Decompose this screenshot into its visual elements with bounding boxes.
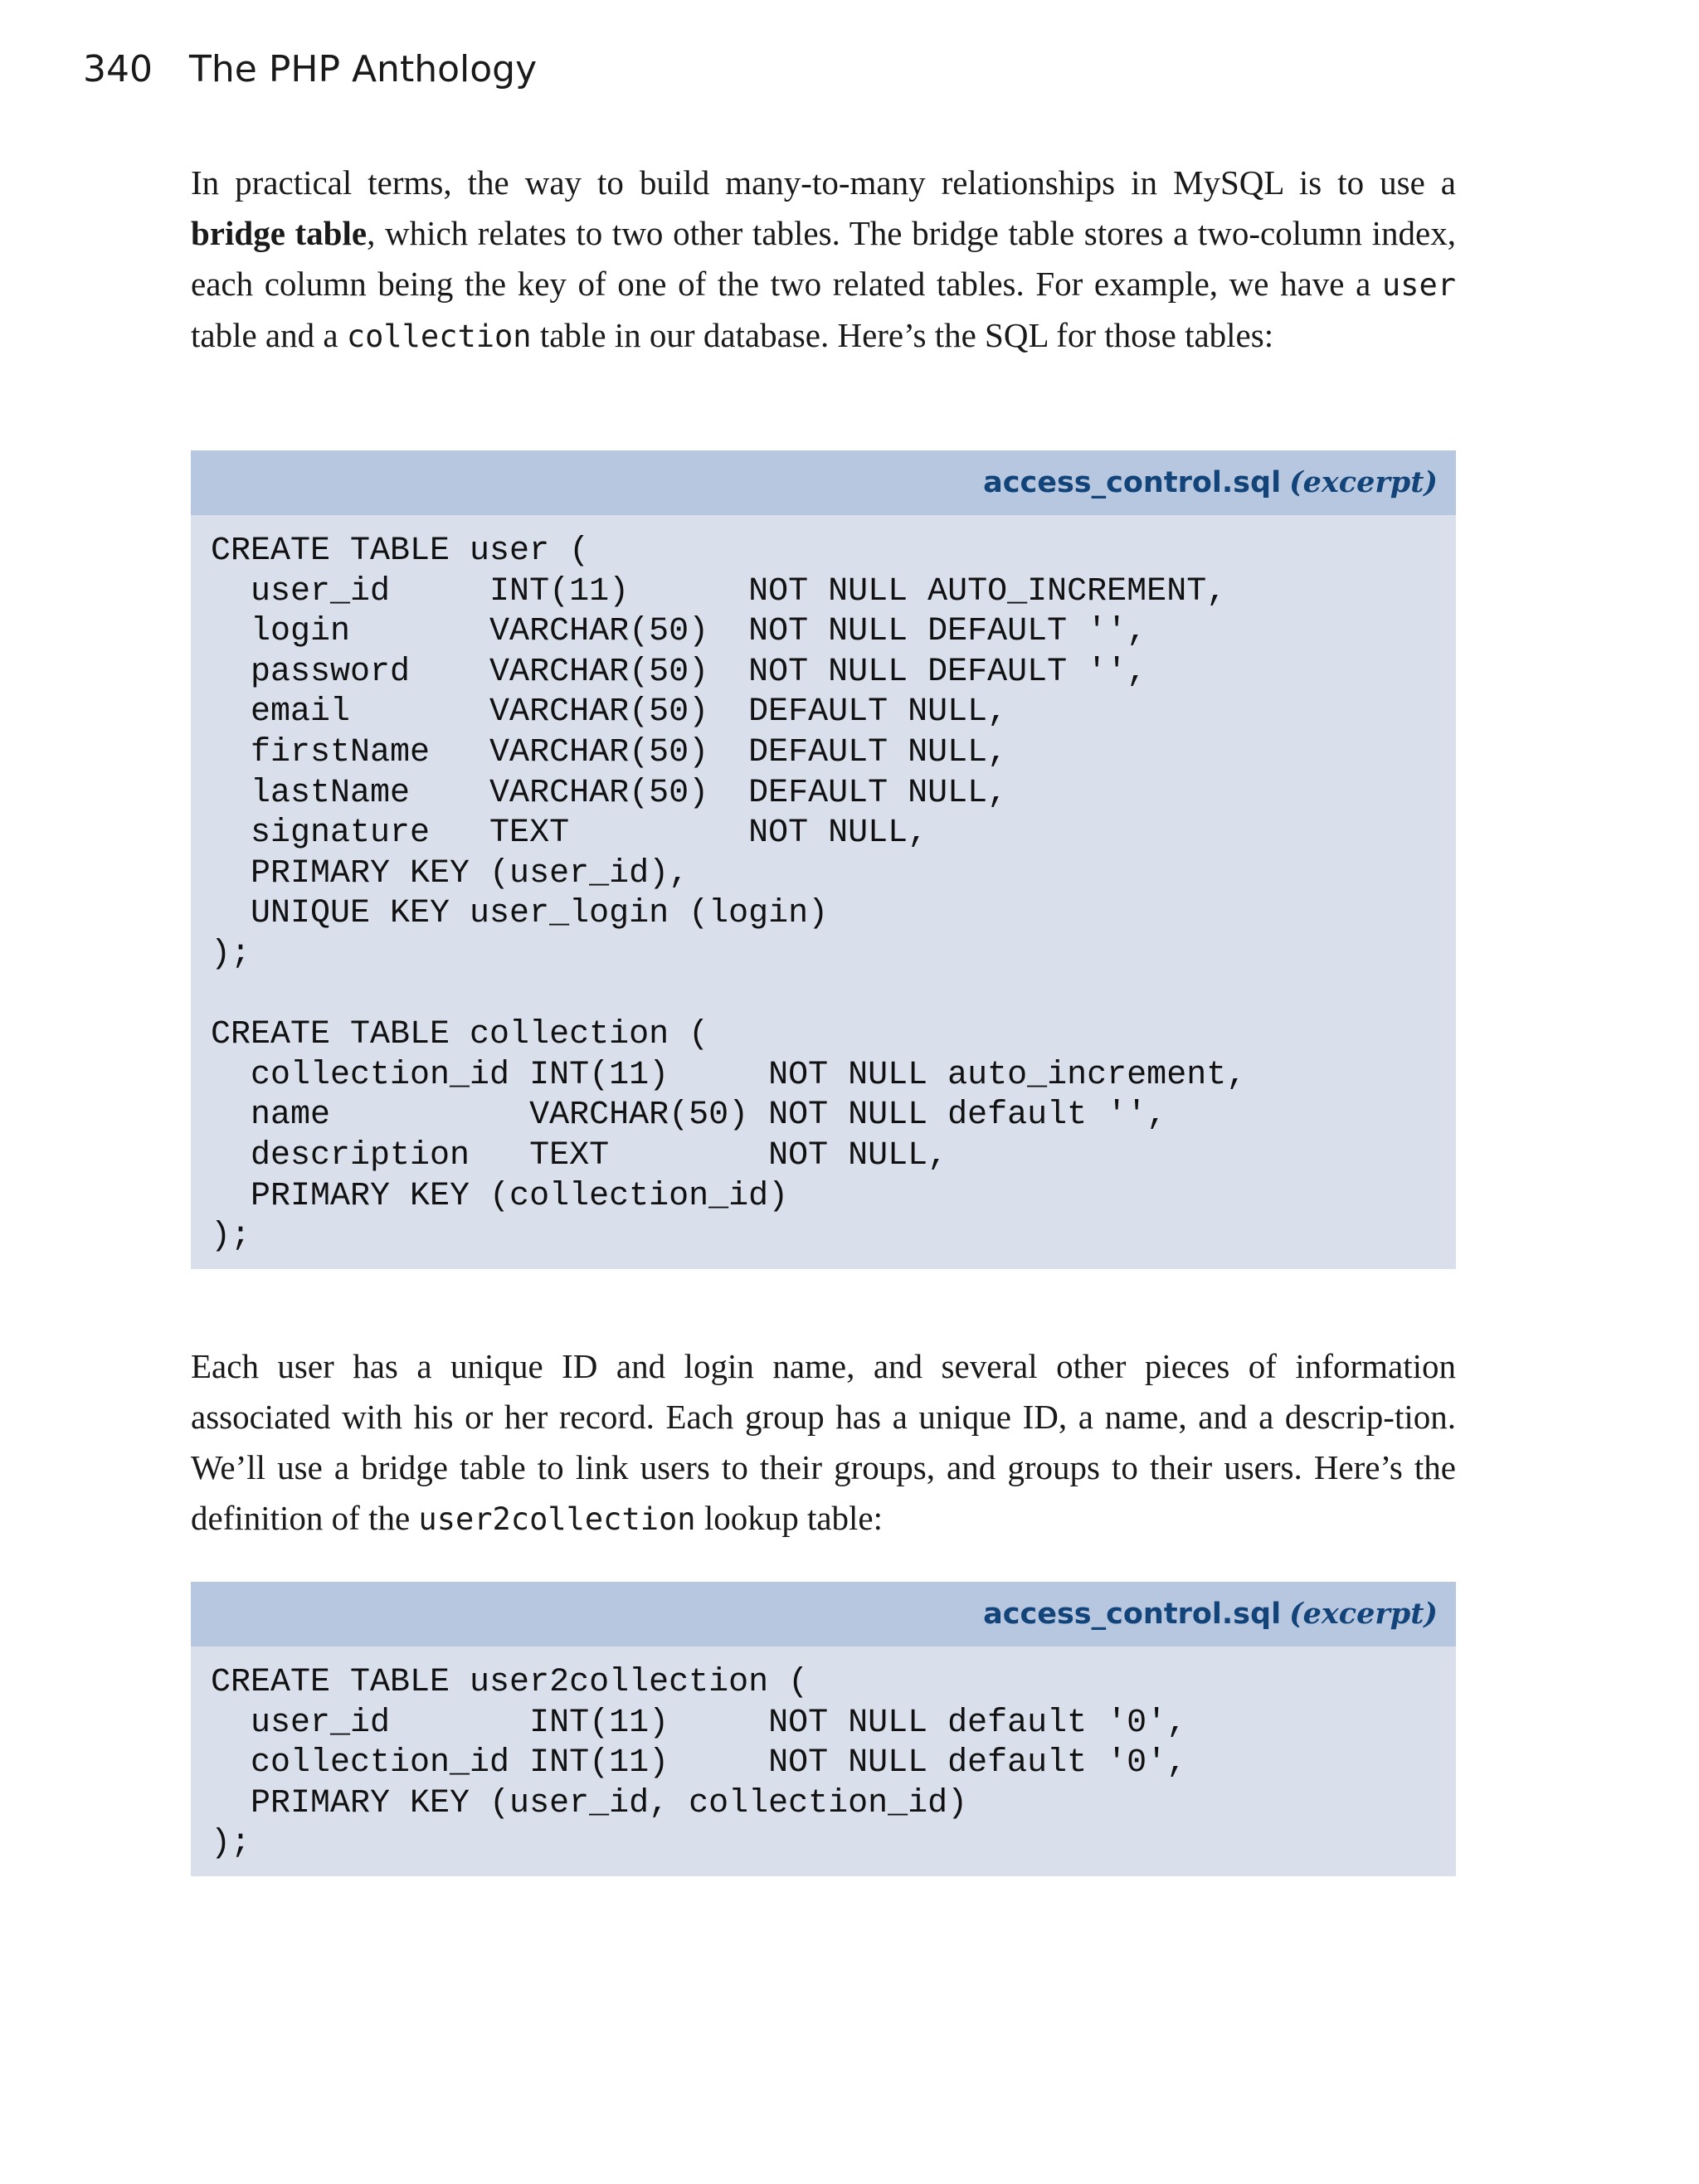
code-line: description TEXT NOT NULL, bbox=[211, 1136, 948, 1175]
code-filename: access_control.sql bbox=[983, 1598, 1282, 1631]
code-line: CREATE TABLE collection ( bbox=[211, 1016, 709, 1054]
code-line: signature TEXT NOT NULL, bbox=[211, 815, 928, 853]
code-line: UNIQUE KEY user_login (login) bbox=[211, 895, 829, 933]
code-line: ); bbox=[211, 1825, 251, 1863]
code-body bbox=[191, 1647, 1456, 1876]
code-listing-user2collection bbox=[191, 1582, 1456, 1876]
code-line: PRIMARY KEY (collection_id) bbox=[211, 1177, 789, 1215]
code-line: collection_id INT(11) NOT NULL auto_increment, bbox=[211, 1056, 1247, 1094]
code-line: PRIMARY KEY (user_id, collection_id) bbox=[211, 1784, 968, 1822]
code-line: name VARCHAR(50) NOT NULL default '', bbox=[211, 1097, 1167, 1135]
code-listing-user-collection bbox=[191, 450, 1456, 1269]
term-bridge-table: bridge table bbox=[191, 214, 368, 252]
code-body bbox=[191, 515, 1456, 1269]
inline-code-collection: collection bbox=[346, 319, 532, 354]
inline-code-user: user bbox=[1381, 267, 1456, 303]
code-line: firstName VARCHAR(50) DEFAULT NULL, bbox=[211, 733, 1008, 771]
code-listing-title bbox=[191, 1582, 1456, 1647]
paragraph-text: , which relates to two other tables. The bridge table stores a two-column index, each column being the key of one of the two related tables. For example, we have a bbox=[191, 214, 1456, 303]
code-line: CREATE TABLE user2collection ( bbox=[211, 1664, 809, 1701]
code-line: user_id INT(11) NOT NULL default '0', bbox=[211, 1704, 1187, 1742]
paragraph-text: In practical terms, the way to build many-to-many relationships in MySQL is to use a bbox=[191, 163, 1456, 202]
code-excerpt-note: (excerpt) bbox=[1289, 465, 1438, 499]
paragraph-text: table in our database. Here’s the SQL for those tables: bbox=[531, 316, 1274, 354]
code-listing-title bbox=[191, 450, 1456, 515]
code-excerpt-note: (excerpt) bbox=[1289, 1597, 1438, 1631]
page-number: 340 bbox=[83, 48, 153, 90]
paragraph-text: table and a bbox=[191, 316, 347, 354]
code-line bbox=[211, 975, 1436, 1016]
code-line: collection_id INT(11) NOT NULL default '0', bbox=[211, 1744, 1187, 1783]
paragraph-bridge-table-definition bbox=[191, 1341, 1456, 1544]
code-line: user_id INT(11) NOT NULL AUTO_INCREMENT, bbox=[211, 572, 1227, 610]
paragraph-bridge-table-intro bbox=[191, 158, 1456, 362]
book-title: The PHP Anthology bbox=[189, 48, 538, 90]
code-line: ); bbox=[211, 935, 251, 973]
inline-code-user2collection: user2collection bbox=[418, 1501, 696, 1537]
paragraph-text: lookup table: bbox=[695, 1499, 884, 1537]
code-line: email VARCHAR(50) DEFAULT NULL, bbox=[211, 693, 1008, 732]
running-head bbox=[83, 48, 537, 90]
code-filename: access_control.sql bbox=[983, 466, 1282, 499]
code-line: ); bbox=[211, 1218, 251, 1256]
code-line: login VARCHAR(50) NOT NULL DEFAULT '', bbox=[211, 613, 1147, 651]
code-line: PRIMARY KEY (user_id), bbox=[211, 854, 689, 893]
code-line: lastName VARCHAR(50) DEFAULT NULL, bbox=[211, 774, 1008, 812]
code-line: password VARCHAR(50) NOT NULL DEFAULT '', bbox=[211, 653, 1147, 691]
code-line: CREATE TABLE user ( bbox=[211, 533, 590, 570]
paragraph-text: Each user has a unique ID and login name, and several other pieces of information associated with his or her record. Each group has a unique ID, a name, and a descrip-tion. We’ll use a bridge table to link users to their groups, and groups to their users. Here’s the definition of the bbox=[191, 1347, 1456, 1537]
